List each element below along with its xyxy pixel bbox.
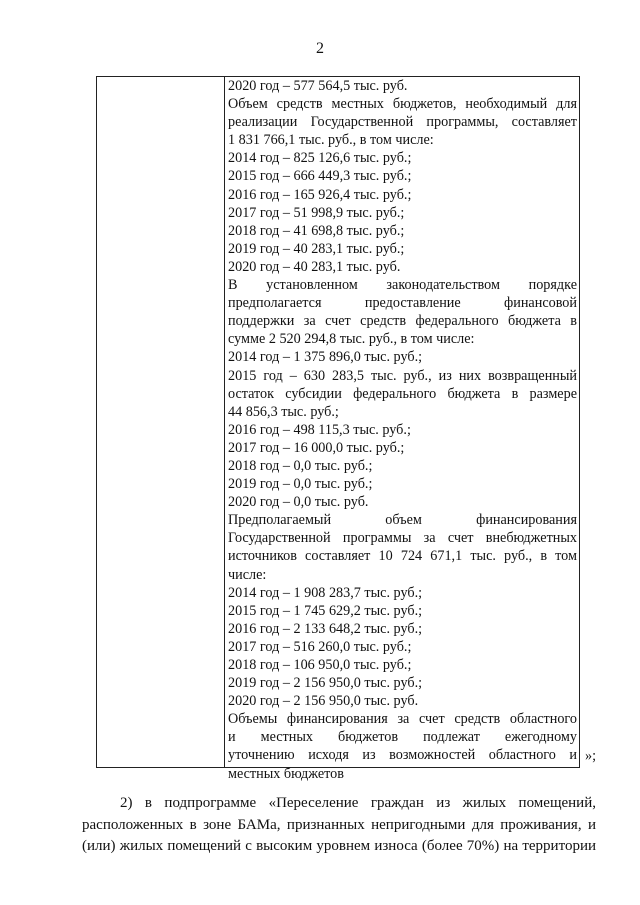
cell-text-line: 2020 год – 577 564,5 тыс. руб. bbox=[228, 78, 408, 94]
cell-text-line: 2016 год – 498 115,3 тыс. руб.; bbox=[228, 421, 411, 438]
cell-text-line: 2014 год – 825 126,6 тыс. руб.; bbox=[228, 150, 412, 167]
paragraph-text-line: (или) жилых помещений с высоким уровнем износа (более 70%) на территории bbox=[82, 838, 596, 854]
cell-text-line: 2020 год – 0,0 тыс. руб. bbox=[228, 494, 369, 511]
cell-text-line: 2018 год – 0,0 тыс. руб.; bbox=[228, 457, 373, 474]
cell-text-line: 2016 год – 2 133 648,2 тыс. руб.; bbox=[228, 620, 423, 637]
cell-text-line: 2017 год – 51 998,9 тыс. руб.; bbox=[228, 204, 405, 221]
paragraph-text-line: 2) в подпрограмме «Переселение граждан из жилых помещений, bbox=[120, 795, 596, 811]
cell-text-line: 2015 год – 1 745 629,2 тыс. руб.; bbox=[228, 602, 423, 619]
cell-text-line: поддержки за счет средств федерального бюджета в bbox=[228, 313, 577, 330]
cell-text-line: Объемы финансирования за счет средств областного bbox=[228, 711, 577, 728]
paragraph-text-line: расположенных в зоне БАМа, признанных непригодными для проживания, и bbox=[82, 816, 596, 833]
cell-text-line: 2018 год – 106 950,0 тыс. руб.; bbox=[228, 657, 412, 673]
cell-text-line: 2017 год – 516 260,0 тыс. руб.; bbox=[228, 638, 412, 655]
cell-text-line: 2014 год – 1 908 283,7 тыс. руб.; bbox=[228, 584, 423, 601]
cell-text-line: предполагается предоставление финансовой bbox=[228, 295, 577, 312]
page-number: 2 bbox=[316, 40, 324, 57]
cell-text-line: Объем средств местных бюджетов, необходимый для bbox=[228, 96, 577, 113]
cell-text-line: 2017 год – 16 000,0 тыс. руб.; bbox=[228, 439, 405, 456]
cell-text-line: числе: bbox=[228, 566, 267, 583]
subprogram-paragraph bbox=[82, 793, 596, 858]
cell-text-line: 2020 год – 40 283,1 тыс. руб. bbox=[228, 258, 401, 275]
cell-text-line: В установленном законодательством порядке bbox=[228, 277, 577, 294]
cell-text-line: 1 831 766,1 тыс. руб., в том числе: bbox=[228, 132, 434, 149]
cell-text-line: местных бюджетов bbox=[228, 765, 344, 782]
cell-text-line: сумме 2 520 294,8 тыс. руб., в том числе: bbox=[228, 331, 475, 348]
cell-text-line: 2016 год – 165 926,4 тыс. руб.; bbox=[228, 186, 412, 203]
cell-text-line: 2014 год – 1 375 896,0 тыс. руб.; bbox=[228, 349, 423, 366]
cell-text-line: уточнению исходя из возможностей областного и bbox=[228, 747, 577, 764]
table-column-divider bbox=[224, 77, 225, 767]
table-cell-funding-text bbox=[228, 77, 577, 783]
cell-text-line: остаток субсидии федерального бюджета в размере bbox=[228, 385, 577, 402]
cell-text-line: и местных бюджетов подлежат ежегодному bbox=[228, 729, 577, 746]
cell-text-line: реализации Государственной программы, составляет bbox=[228, 114, 577, 131]
cell-text-line: 2019 год – 40 283,1 тыс. руб.; bbox=[228, 240, 405, 257]
closing-quote: »; bbox=[585, 748, 597, 764]
cell-text-line: 2019 год – 0,0 тыс. руб.; bbox=[228, 476, 373, 493]
cell-text-line: 2019 год – 2 156 950,0 тыс. руб.; bbox=[228, 675, 423, 692]
cell-text-line: 2015 год – 630 283,5 тыс. руб., из них возвращенный bbox=[228, 367, 577, 384]
cell-text-line: 2020 год – 2 156 950,0 тыс. руб. bbox=[228, 693, 419, 710]
cell-text-line: 2018 год – 41 698,8 тыс. руб.; bbox=[228, 222, 405, 239]
cell-text-line: Предполагаемый объем финансирования bbox=[228, 512, 577, 529]
cell-text-line: 44 856,3 тыс. руб.; bbox=[228, 403, 339, 420]
cell-text-line: Государственной программы за счет внебюджетных bbox=[228, 530, 577, 547]
cell-text-line: источников составляет 10 724 671,1 тыс. руб., в том bbox=[228, 548, 577, 565]
cell-text-line: 2015 год – 666 449,3 тыс. руб.; bbox=[228, 168, 412, 185]
